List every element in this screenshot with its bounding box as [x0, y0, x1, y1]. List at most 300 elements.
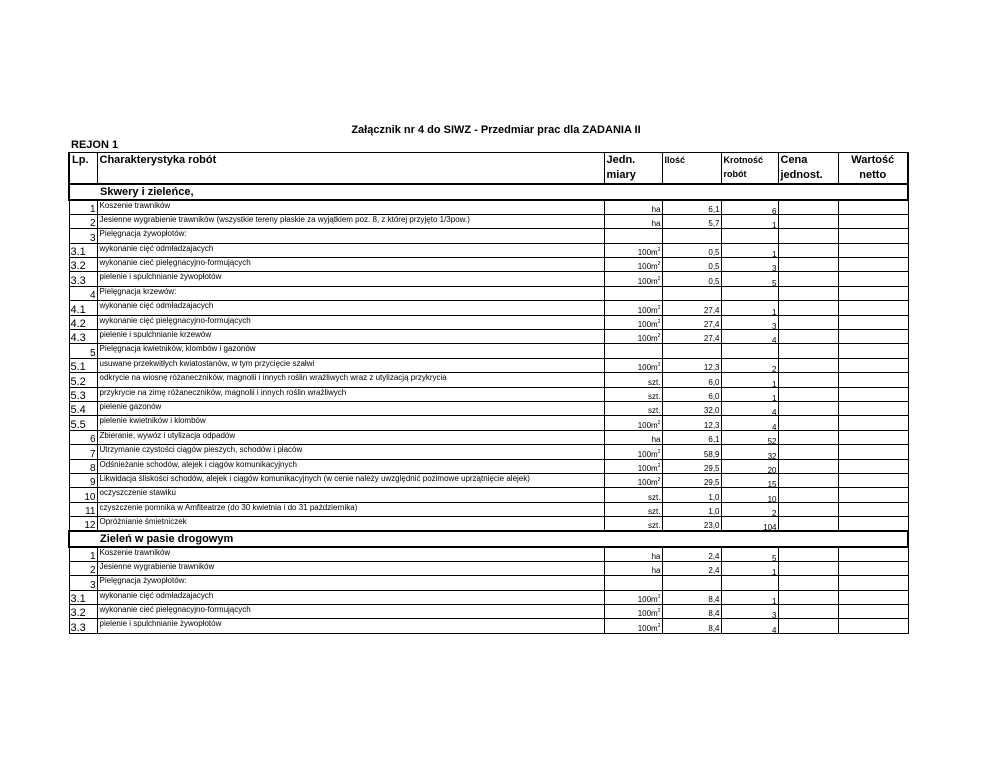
multiplicity-text: 3 — [772, 611, 777, 619]
multiplicity-text: 1 — [772, 597, 777, 605]
row-multiplicity — [721, 301, 778, 315]
row-unit — [604, 605, 662, 619]
row-description: oczyszczenie stawiku — [97, 488, 604, 502]
row-unit-price — [778, 517, 838, 531]
row-net-value — [838, 605, 908, 619]
header-unit-price-line1: Cena — [780, 154, 808, 166]
header-net-value — [838, 153, 908, 185]
row-multiplicity — [721, 473, 778, 487]
row-multiplicity — [721, 272, 778, 286]
row-net-value — [838, 272, 908, 286]
unit-text: ha — [651, 435, 661, 445]
row-unit — [604, 502, 662, 516]
row-unit-price — [778, 590, 838, 604]
row-unit — [604, 387, 662, 401]
header-lp: Lp. — [69, 153, 97, 185]
row-unit-price — [778, 301, 838, 315]
row-quantity — [662, 229, 721, 243]
row-unit — [604, 315, 662, 329]
row-unit — [604, 200, 662, 214]
row-multiplicity — [721, 547, 778, 561]
row-unit — [604, 619, 662, 633]
unit-superscript: 2 — [657, 333, 661, 340]
row-unit — [604, 272, 662, 286]
unit-superscript: 2 — [657, 362, 661, 369]
row-unit — [604, 401, 662, 415]
row-net-value — [838, 243, 908, 257]
section-header-row — [69, 531, 908, 547]
unit-text: ha — [651, 551, 661, 561]
row-unit — [604, 344, 662, 358]
unit-text: 100m — [637, 449, 658, 459]
table-row — [69, 502, 908, 516]
multiplicity-text: 15 — [767, 480, 777, 488]
row-unit — [604, 459, 662, 473]
section-header-row — [69, 184, 908, 200]
header-net-value-line1: Wartość — [851, 154, 895, 166]
row-description: wykonanie cięć odmładzajacych — [97, 243, 604, 257]
row-net-value — [838, 330, 908, 344]
row-multiplicity — [721, 200, 778, 214]
row-description: wykonanie cięć odmładzajacych — [97, 590, 604, 604]
row-quantity: 29,5 — [662, 459, 721, 473]
row-multiplicity — [721, 416, 778, 430]
row-quantity: 12,3 — [662, 416, 721, 430]
table-row — [69, 547, 908, 561]
row-unit — [604, 561, 662, 575]
row-quantity: 6,1 — [662, 430, 721, 444]
row-unit-price — [778, 286, 838, 300]
row-net-value — [838, 401, 908, 415]
table-row — [69, 576, 908, 590]
row-number: 5 — [69, 344, 97, 358]
row-net-value — [838, 258, 908, 272]
row-unit-price — [778, 315, 838, 329]
multiplicity-text: 5 — [772, 278, 777, 287]
row-unit — [604, 301, 662, 315]
table-row — [69, 358, 908, 372]
row-quantity: 6,0 — [662, 373, 721, 387]
row-net-value — [838, 387, 908, 401]
multiplicity-text: 20 — [767, 465, 777, 474]
row-multiplicity — [721, 430, 778, 444]
table-row — [69, 430, 908, 444]
row-description: Koszenie trawników — [97, 547, 604, 561]
row-unit — [604, 488, 662, 502]
row-unit-price — [778, 459, 838, 473]
multiplicity-text: 52 — [767, 437, 777, 445]
table-row — [69, 301, 908, 315]
row-net-value — [838, 619, 908, 633]
table-row — [69, 344, 908, 358]
row-unit — [604, 473, 662, 487]
row-unit — [604, 445, 662, 459]
row-quantity: 1,0 — [662, 488, 721, 502]
row-number: 5.4 — [69, 401, 97, 415]
row-number: 3 — [69, 229, 97, 243]
unit-text: ha — [651, 204, 661, 214]
table-row — [69, 401, 908, 415]
row-unit — [604, 286, 662, 300]
row-unit-price — [778, 200, 838, 214]
unit-superscript: 2 — [657, 261, 661, 268]
row-description: pielenie gazonów — [97, 401, 604, 415]
section-title: Zieleń w pasie drogowym — [69, 531, 908, 547]
row-number: 4.3 — [69, 330, 97, 344]
row-multiplicity — [721, 214, 778, 228]
row-unit-price — [778, 330, 838, 344]
table-row — [69, 330, 908, 344]
multiplicity-text: 1 — [772, 250, 777, 258]
multiplicity-text: 10 — [767, 494, 777, 503]
row-unit — [604, 229, 662, 243]
unit-text: 100m — [637, 305, 658, 315]
table-row — [69, 619, 908, 633]
row-net-value — [838, 430, 908, 444]
row-multiplicity — [721, 358, 778, 372]
row-quantity: 12,3 — [662, 358, 721, 372]
unit-text: szt. — [648, 391, 661, 401]
row-unit — [604, 243, 662, 257]
row-multiplicity — [721, 590, 778, 604]
unit-text: 100m — [637, 420, 658, 430]
row-number: 3 — [69, 576, 97, 590]
row-description: pielenie i spulchnianie krzewów — [97, 330, 604, 344]
row-number: 1 — [69, 200, 97, 214]
row-multiplicity — [721, 315, 778, 329]
unit-superscript: 2 — [657, 247, 661, 254]
row-unit — [604, 258, 662, 272]
row-quantity — [662, 576, 721, 590]
table-row — [69, 473, 908, 487]
table-row — [69, 561, 908, 575]
row-description: usuwane przekwitłych kwiatostanów, w tym przycięcie szałwi — [97, 358, 604, 372]
row-quantity: 27,4 — [662, 330, 721, 344]
row-number: 3.1 — [69, 590, 97, 604]
header-multiplicity-line2: robót — [723, 169, 747, 179]
row-unit-price — [778, 387, 838, 401]
row-description: wykonanie cięć pielęgnacyjno-formujących — [97, 315, 604, 329]
multiplicity-text: 4 — [772, 422, 777, 431]
row-number: 8 — [69, 459, 97, 473]
row-net-value — [838, 301, 908, 315]
row-number: 2 — [69, 561, 97, 575]
row-net-value — [838, 576, 908, 590]
unit-text: 100m — [637, 262, 658, 272]
row-quantity: 58,9 — [662, 445, 721, 459]
row-quantity: 23,0 — [662, 517, 721, 531]
unit-text: ha — [651, 566, 661, 576]
row-multiplicity — [721, 488, 778, 502]
row-unit — [604, 214, 662, 228]
unit-text: 100m — [637, 363, 658, 373]
table-row — [69, 488, 908, 502]
row-quantity: 1,0 — [662, 502, 721, 516]
unit-text: szt. — [648, 507, 661, 517]
multiplicity-text: 1 — [772, 221, 777, 229]
table-row — [69, 243, 908, 257]
row-description: Jesienne wygrabienie trawników (wszystkie tereny płaskie za wyjątkiem poz. 8, z której przyjęto 1/3pow.) — [97, 214, 604, 228]
unit-superscript: 2 — [657, 304, 661, 311]
unit-superscript: 2 — [657, 275, 661, 282]
row-description: wykonanie cieć pielęgnacyjno-formujących — [97, 258, 604, 272]
row-number: 3.3 — [69, 272, 97, 286]
unit-text: ha — [651, 219, 661, 229]
header-unit-price — [778, 153, 838, 185]
row-quantity: 29,5 — [662, 473, 721, 487]
unit-text: 100m — [637, 478, 658, 488]
row-description: Likwidacja śliskości schodów, alejek i ciągów komunikacyjnych (w cenie należy uwzględnić pozimowe uprzątnięcie alejek) — [97, 473, 604, 487]
row-net-value — [838, 373, 908, 387]
table-row — [69, 387, 908, 401]
table-row — [69, 517, 908, 531]
header-quantity: Ilość — [662, 153, 721, 185]
row-unit-price — [778, 547, 838, 561]
row-net-value — [838, 315, 908, 329]
row-number: 1 — [69, 547, 97, 561]
row-description: Jesienne wygrabienie trawników — [97, 561, 604, 575]
row-number: 3.1 — [69, 243, 97, 257]
row-unit — [604, 330, 662, 344]
unit-superscript: 2 — [657, 419, 661, 426]
header-unit — [604, 153, 662, 185]
row-unit-price — [778, 430, 838, 444]
row-quantity: 27,4 — [662, 301, 721, 315]
unit-text: 100m — [637, 595, 658, 605]
unit-text: szt. — [648, 520, 661, 530]
row-quantity: 8,4 — [662, 605, 721, 619]
row-description: Odśnieżanie schodów, alejek i ciągów komunikacyjnych — [97, 459, 604, 473]
row-unit-price — [778, 401, 838, 415]
row-number: 2 — [69, 214, 97, 228]
table-row — [69, 459, 908, 473]
row-net-value — [838, 344, 908, 358]
row-net-value — [838, 488, 908, 502]
row-multiplicity — [721, 401, 778, 415]
row-multiplicity — [721, 619, 778, 633]
row-unit-price — [778, 416, 838, 430]
table-row — [69, 590, 908, 604]
multiplicity-text: 4 — [772, 625, 777, 634]
row-quantity: 5,7 — [662, 214, 721, 228]
header-net-value-line2: netto — [859, 169, 887, 181]
row-quantity: 2,4 — [662, 561, 721, 575]
unit-text: 100m — [637, 248, 658, 258]
row-net-value — [838, 214, 908, 228]
row-quantity — [662, 286, 721, 300]
unit-text: szt. — [648, 377, 661, 387]
row-multiplicity — [721, 517, 778, 531]
row-unit-price — [778, 272, 838, 286]
row-multiplicity — [721, 445, 778, 459]
row-unit-price — [778, 258, 838, 272]
row-description: Pielęgnacja kwietników, klombów i gazonów — [97, 344, 604, 358]
row-description: wykonanie cieć pielęgnacyjno-formujących — [97, 605, 604, 619]
unit-text: 100m — [637, 334, 658, 344]
multiplicity-text: 4 — [772, 336, 777, 344]
row-unit — [604, 358, 662, 372]
section-title: Skwery i zieleńce, — [69, 184, 908, 200]
row-unit-price — [778, 561, 838, 575]
row-multiplicity — [721, 258, 778, 272]
header-unit-line1: Jedn. — [606, 154, 636, 166]
row-unit — [604, 576, 662, 590]
table-header — [69, 153, 908, 185]
unit-text: 100m — [637, 623, 658, 633]
table-body — [69, 184, 908, 633]
row-number: 5.5 — [69, 416, 97, 430]
row-unit — [604, 547, 662, 561]
row-number: 7 — [69, 445, 97, 459]
row-number: 5.3 — [69, 387, 97, 401]
row-multiplicity — [721, 576, 778, 590]
row-net-value — [838, 590, 908, 604]
unit-text: 100m — [637, 320, 658, 330]
table-row — [69, 416, 908, 430]
multiplicity-text: 1 — [772, 568, 777, 576]
multiplicity-text: 1 — [772, 307, 777, 316]
row-multiplicity — [721, 243, 778, 257]
multiplicity-text: 32 — [767, 451, 777, 460]
row-unit — [604, 416, 662, 430]
row-number: 5.2 — [69, 373, 97, 387]
unit-superscript: 2 — [657, 448, 661, 455]
row-unit-price — [778, 619, 838, 633]
row-unit — [604, 590, 662, 604]
row-number: 6 — [69, 430, 97, 444]
row-multiplicity — [721, 286, 778, 300]
row-number: 3.2 — [69, 605, 97, 619]
row-number: 5.1 — [69, 358, 97, 372]
row-quantity: 2,4 — [662, 547, 721, 561]
row-net-value — [838, 229, 908, 243]
unit-text: 100m — [637, 276, 658, 286]
row-unit-price — [778, 445, 838, 459]
row-number: 9 — [69, 473, 97, 487]
table-row — [69, 214, 908, 228]
unit-superscript: 2 — [657, 608, 661, 615]
row-number: 3.2 — [69, 258, 97, 272]
row-description: pielenie i spulchnianie żywopłotów — [97, 272, 604, 286]
header-description: Charakterystyka robót — [97, 153, 604, 185]
row-unit-price — [778, 229, 838, 243]
row-number: 11 — [69, 502, 97, 516]
unit-text: szt. — [648, 492, 661, 502]
table-row — [69, 286, 908, 300]
table-row — [69, 605, 908, 619]
multiplicity-text: 6 — [772, 206, 777, 215]
row-quantity: 8,4 — [662, 590, 721, 604]
row-multiplicity — [721, 344, 778, 358]
row-unit — [604, 517, 662, 531]
row-quantity: 6,0 — [662, 387, 721, 401]
multiplicity-text: 2 — [772, 365, 777, 373]
row-unit-price — [778, 214, 838, 228]
row-unit-price — [778, 502, 838, 516]
row-multiplicity — [721, 387, 778, 401]
row-multiplicity — [721, 459, 778, 473]
row-multiplicity — [721, 561, 778, 575]
row-description: Pielęgnacja żywopłotów: — [97, 576, 604, 590]
row-net-value — [838, 473, 908, 487]
multiplicity-text: 2 — [772, 509, 777, 517]
row-description: Koszenie trawników — [97, 200, 604, 214]
table-row — [69, 315, 908, 329]
row-multiplicity — [721, 330, 778, 344]
row-quantity: 0,5 — [662, 243, 721, 257]
row-net-value — [838, 517, 908, 531]
row-unit-price — [778, 473, 838, 487]
row-unit-price — [778, 605, 838, 619]
header-unit-price-line2: jednost. — [780, 169, 823, 181]
unit-superscript: 2 — [657, 319, 661, 326]
row-description: Zbieranie, wywóz i utylizacja odpadów — [97, 430, 604, 444]
row-net-value — [838, 459, 908, 473]
row-net-value — [838, 286, 908, 300]
row-net-value — [838, 200, 908, 214]
multiplicity-text: 3 — [772, 264, 777, 272]
row-multiplicity — [721, 229, 778, 243]
unit-text: szt. — [648, 406, 661, 416]
multiplicity-text: 104 — [763, 522, 777, 531]
unit-superscript: 2 — [657, 477, 661, 484]
row-number: 4 — [69, 286, 97, 300]
multiplicity-text: 4 — [772, 408, 777, 416]
row-number: 3.3 — [69, 619, 97, 633]
row-description: Pielęgnacja krzewów: — [97, 286, 604, 300]
row-quantity: 27,4 — [662, 315, 721, 329]
row-quantity — [662, 344, 721, 358]
row-unit-price — [778, 488, 838, 502]
unit-text: 100m — [637, 609, 658, 619]
row-quantity: 6,1 — [662, 200, 721, 214]
table-row — [69, 445, 908, 459]
row-net-value — [838, 502, 908, 516]
row-number: 4.1 — [69, 301, 97, 315]
header-multiplicity — [721, 153, 778, 185]
row-unit-price — [778, 373, 838, 387]
row-description: pielenie kwietników i klombów — [97, 416, 604, 430]
multiplicity-text: 1 — [772, 393, 777, 402]
row-description: wykonanie cięć odmładzajacych — [97, 301, 604, 315]
unit-superscript: 2 — [657, 622, 661, 629]
row-net-value — [838, 416, 908, 430]
table-row — [69, 272, 908, 286]
multiplicity-text: 3 — [772, 322, 777, 330]
row-multiplicity — [721, 605, 778, 619]
unit-text: 100m — [637, 463, 658, 473]
row-unit — [604, 430, 662, 444]
row-multiplicity — [721, 502, 778, 516]
row-quantity: 0,5 — [662, 272, 721, 286]
row-net-value — [838, 358, 908, 372]
row-net-value — [838, 547, 908, 561]
row-description: Opróżnianie śmietniczek — [97, 517, 604, 531]
table-row — [69, 258, 908, 272]
header-multiplicity-line1: Krotność — [723, 155, 764, 165]
row-unit-price — [778, 243, 838, 257]
row-description: pielenie i spulchnianie żywopłotów — [97, 619, 604, 633]
row-number: 4.2 — [69, 315, 97, 329]
row-unit — [604, 373, 662, 387]
bill-of-quantities-table — [68, 152, 909, 634]
row-description: Utrzymanie czystości ciągów pieszych, schodów i placów — [97, 445, 604, 459]
row-quantity: 0,5 — [662, 258, 721, 272]
row-unit-price — [778, 344, 838, 358]
table-row — [69, 200, 908, 214]
header-unit-line2: miary — [606, 169, 636, 181]
row-description: przykrycie na zimę różaneczników, magnolii i innych roślin wrażliwych — [97, 387, 604, 401]
